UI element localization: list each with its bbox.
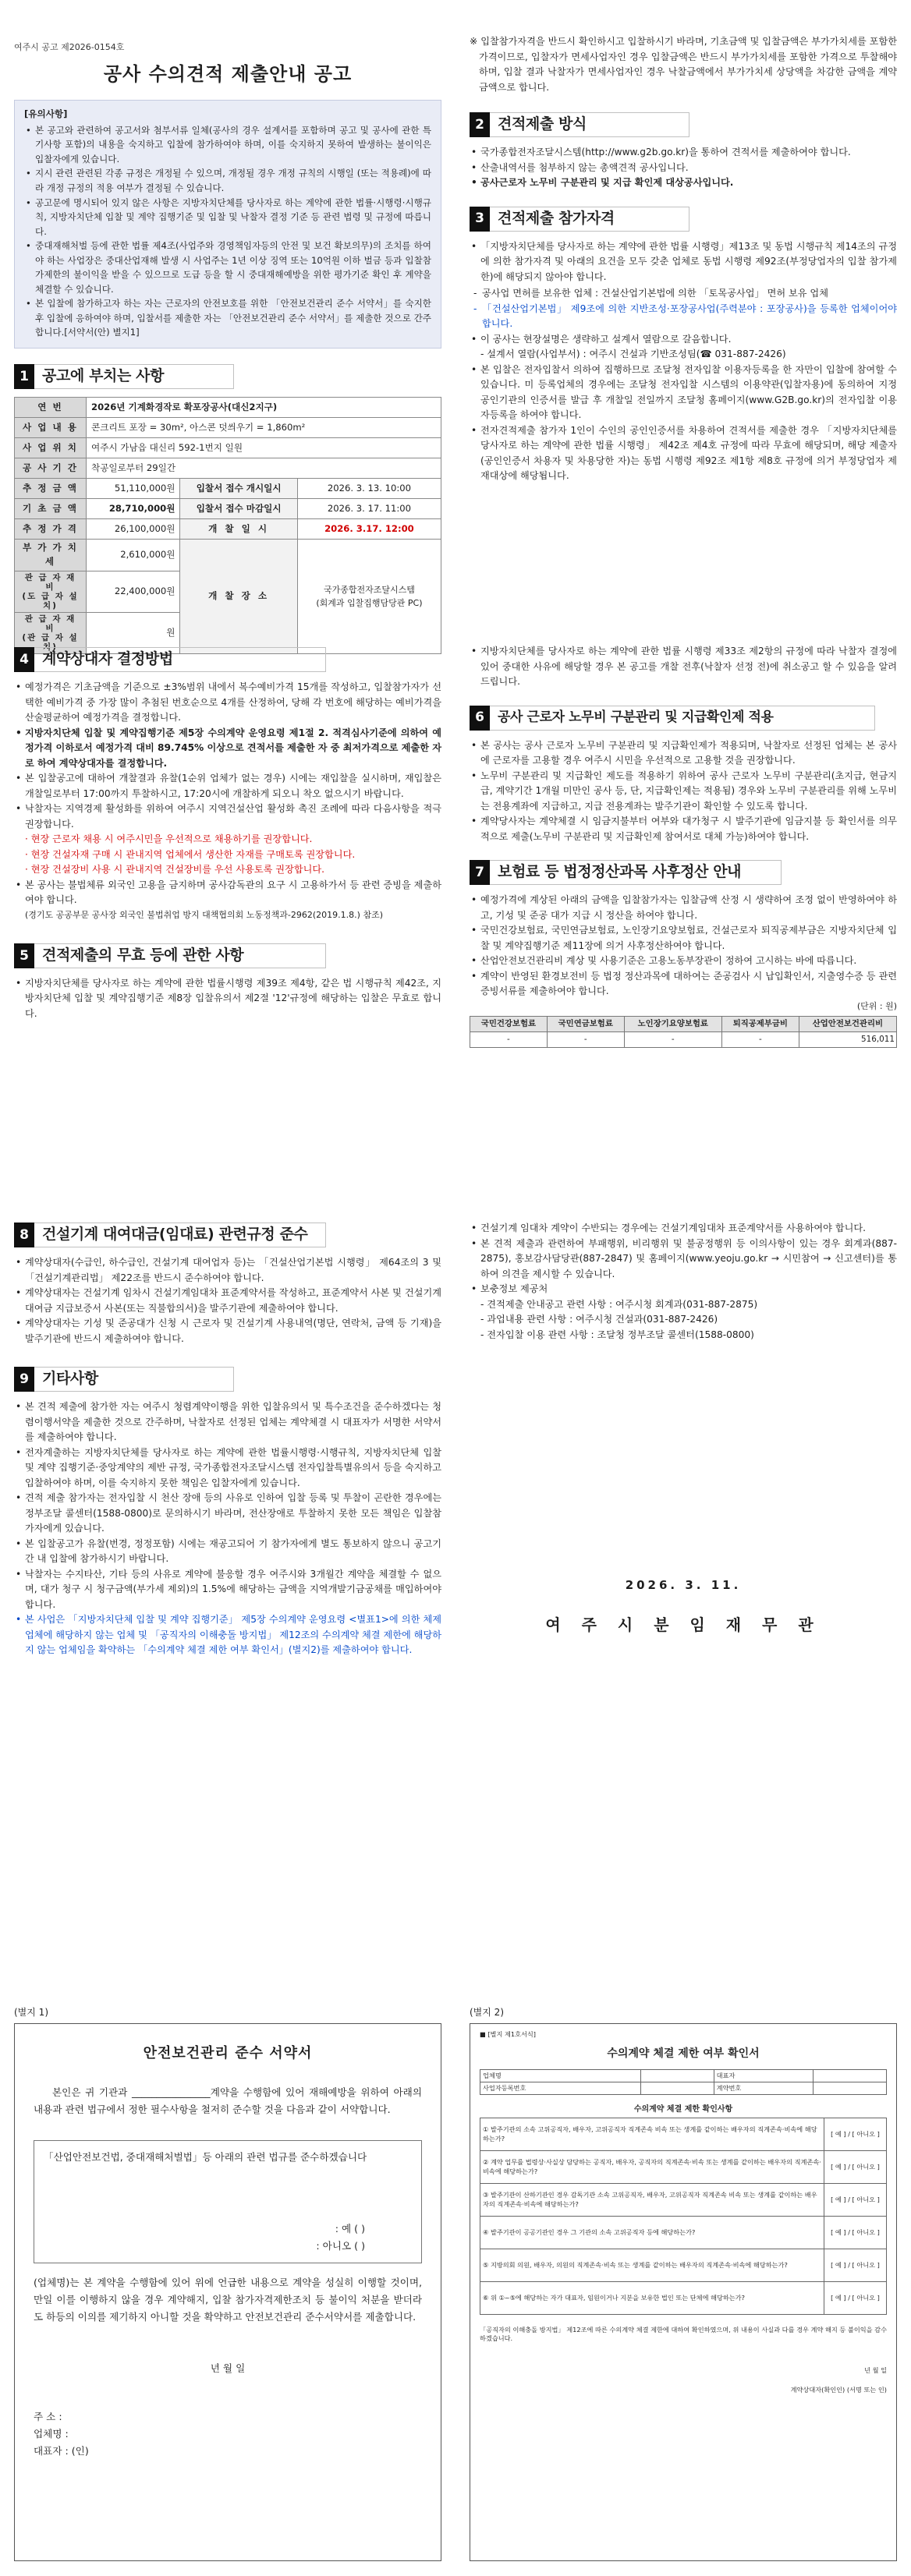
row-label: 추 정 금 액 (15, 478, 87, 498)
section-8-header (14, 1223, 326, 1247)
opening-time: 2026. 3.17. 12:00 (297, 518, 441, 539)
annex-2 (470, 2005, 897, 2561)
precaution-item: • 중대재해처벌 등에 관한 법률 제4조(사업주와 경영책임자등의 안전 및 보건 확보의무)의 조치를 하여야 하는 사업장은 중대산업재해 발생 시 사업주는 1년 이상 징역 또는 10억원 이하 벌금 등과 입찰참가제한의 불이익을 받을 수 있으므로 도급 등을 할 시 중대재해예방을 위한 평가기준 확인 후 계약을 체결할 수 있습니다. (24, 239, 431, 296)
project-location: 여주시 가남읍 대신리 592-1번지 일원 (87, 437, 441, 458)
design-contact: - 설계서 열람(사업부서) : 여주시 건설과 기반조성팀(☎ 031-887-2426) (480, 349, 786, 360)
annex-1-box (14, 2023, 441, 2561)
recommend-item: · 현장 건설자재 구매 시 관내지역 업체에서 생산한 자재를 구매토록 권장합니다. (25, 848, 356, 860)
answer-box[interactable]: [ 예 ] / [ 아니오 ] (824, 2217, 887, 2249)
sec6-item: • 계약당사자는 계약체결 시 임금지불부터 여부와 대가청구 시 발주기관에 임금지불 등 확인서를 의무적으로 제출(노무비 구분관리 및 지급확인제 참여서로 대체 가능)하여야 합니다. (470, 814, 897, 844)
page-title: 공사 수의견적 제출안내 공고 (103, 63, 353, 86)
sec4-item: • 본 공사는 불법체류 외국인 고용을 금지하며 공사감독관의 요구 시 고용하가서 등 관련 증빙을 제출하여야 합니다. (14, 878, 441, 908)
sec8-item: • 계약상대자는 기성 및 준공대가 신청 시 근로자 및 건설기계 사용내역(명단, 연락처, 금액 등 기재)을 발주기관에 반드시 제출하여야 합니다. (14, 1316, 441, 1346)
section-title: 계약상대자 결정방법 (42, 650, 173, 668)
sec2-item: • 국가종합전자조달시스템(http://www.g2b.go.kr)을 통하여 견적서를 제출하여야 합니다. (470, 145, 897, 161)
representative-line: 대표자 : (인) (34, 2445, 89, 2457)
gov-material-2: 원 (87, 613, 180, 654)
section-1-header (14, 364, 234, 389)
sec4-item: • 낙찰자는 지역경제 활성화를 위하여 여주시 지역건설산업 활성화 촉진 조례에 따라 다음사항을 적극 권장합니다. (14, 801, 441, 832)
annex-2-sign: 계약상대자(확인인) (서명 또는 인) (790, 2386, 887, 2394)
page-2-right (456, 644, 911, 1048)
fee-header: 국민건강보험료 (470, 1016, 548, 1031)
row-label: 공 사 기 간 (15, 458, 87, 478)
sec3-item: • 전자견적제출 참가자 1인이 수인의 공인인증서를 차용하여 견적서를 제출한 경우 「지방자치단체를 당사자로 하는 계약에 관한 법률 시행령」 제42조 제4호 규정에 따라 무효에 해당되며, 해당 제출자(공인인증서 차용자 및 차용당한 자)는 동법 시행령 제92조 제1항 제8호 규정에 의거 부정당업자 제재대상에 해당됩니다. (470, 423, 897, 484)
annex-2-footer: 「공직자의 이해충돌 방지법」 제12조에 따른 수의계약 체결 제한에 대하여 확인하였으며, 위 내용이 사실과 다를 경우 계약 해지 등 불이익을 감수하겠습니다. (480, 2326, 887, 2343)
answer-box[interactable]: [ 예 ] / [ 아니오 ] (824, 2151, 887, 2184)
low-item: • 보충정보 제공처 (470, 1282, 897, 1297)
info-value[interactable] (814, 2082, 887, 2094)
sec3-item: • 이 공사는 현장설명은 생략하고 설계서 열람으로 갈음합니다. (470, 332, 897, 348)
row-label: 사 업 내 용 (15, 417, 87, 437)
form-tag: ■ [별지 제1호서식] (480, 2029, 536, 2038)
project-period: 착공일로부터 29일간 (87, 458, 441, 478)
info-label: 사업자등록번호 (480, 2082, 641, 2094)
info-label: 업체명 (480, 2069, 641, 2082)
section-5-header (14, 943, 326, 968)
vat-note: ※ 입찰참가자격을 반드시 확인하시고 입찰하시기 바라며, 기초금액 및 입찰금액은 부가가치세를 포함한 가격이므로, 입찰자가 면세사업자인 경우 입찰금액은 반드시 부가가치세를 포함한 가격으로 투찰해야하며, 입찰 결과 낙찰자가 면세사업자인 경우 낙찰금액에서 부가가치세 상당액을 차감한 금액을 계약금액으로 합니다. (470, 36, 897, 93)
annex-1 (14, 2005, 441, 2561)
row-label: 기 초 금 액 (15, 498, 87, 518)
annex-paragraph: 본인은 귀 기관과 ________________계약을 수행함에 있어 재해예방을 위하여 아래의 내용과 관련 법규에서 정한 필수사항을 철저히 준수할 것을 다음과 같이 서약합니다. (34, 2086, 422, 2116)
row-label: 사 업 위 치 (15, 437, 87, 458)
annex-2-date: 년 월 일 (864, 2366, 887, 2375)
page-1-right (456, 34, 911, 484)
page-3-left (0, 1207, 456, 1658)
row-label: 추 정 가 격 (15, 518, 87, 539)
sec6-item: • 본 공사는 공사 근로자 노무비 구분관리 및 지급확인제가 적용되며, 낙찰자로 선정된 업체는 본 공사에 근로자를 고용할 경우 여주시 시민을 우선적으로 고용할 것을 권장합니다. (470, 738, 897, 769)
section-number: 8 (14, 1223, 34, 1247)
section-title: 견적제출 방식 (498, 115, 587, 133)
sec2-item: • 산출내역서를 첨부하지 않는 총액견적 공사입니다. (470, 161, 897, 176)
fee-value: - (470, 1031, 548, 1047)
section-number: 3 (470, 207, 490, 232)
section-number: 7 (470, 860, 490, 885)
section-title: 견적제출의 무효 등에 관한 사항 (42, 947, 244, 964)
sec7-item: • 국민건강보험료, 국민연금보험료, 노인장기요양보험료, 건설근로자 퇴직공제부금은 지방자치단체 입찰 및 계약집행기준 제11장에 의거 사후정산하여야 합니다. (470, 923, 897, 954)
no-option[interactable]: : 아니오 ( ) (316, 2240, 365, 2252)
sec2-item: • 공사근로자 노무비 구분관리 및 지급 확인제 대상공사입니다. (470, 175, 897, 191)
sec9-item: • 견적 제출 참가자는 전자입찰 시 천산 장애 등의 사유로 인하여 입찰 등록 및 투찰이 곤란한 경우에는 정부조달 콜센터(1588-0800)로 문의하시기 바라며, 전산장애로 투찰하지 못한 모든 책임은 입찰참가자에게 있습니다. (14, 1491, 441, 1537)
sec8-item: • 계약상대자는 건설기계 임차시 건설기계임대차 표준계약서를 작성하고, 표준계약서 사본 및 건설기계 대여금 지급보증서 사본(또는 직불합의서)을 발주기관에 제출하여야 합니다. (14, 1286, 441, 1316)
law-box (34, 2140, 422, 2263)
fee-header: 산업안전보건관리비 (799, 1016, 896, 1031)
section-number: 2 (470, 112, 490, 137)
row-label: 연 번 (15, 397, 87, 417)
law-heading: 「산업안전보건법, 중대재해처벌법」등 아래의 관련 법규를 준수하겠습니다 (44, 2151, 367, 2164)
recommend-list (14, 832, 441, 878)
section-title: 기타사항 (42, 1370, 98, 1388)
signer: 여 주 시 분 임 재 무 관 (545, 1615, 821, 1635)
contact-item: - 과업내용 관련 사항 : 여주시청 건설과(031-887-2426) (480, 1314, 718, 1325)
low-item: • 건설기계 임대차 계약이 수반되는 경우에는 건설기계임대차 표준계약서를 사용하여야 합니다. (470, 1221, 897, 1237)
page-2-left (0, 632, 456, 1021)
sec3-sub: - 「건설산업기본법」 제9조에 의한 지반조성·포장공사업(주력분야 : 포장공사)을 등록한 업체이어야 합니다. (470, 302, 897, 332)
sec9-item: • 본 사업은 「지방자치단체 입찰 및 계약 집행기준」 제5장 수의계약 운영요령 <별표1>에 의한 체제 업체에 해당하지 않는 업체 및 「공직자의 이해충돌 방지법」 제12조의 수의계약 체결 제한에 해당하지 않는 업체임을 확약하는 「수의계약 체결 제한 여부 확인서」(별지2)를 제출하여야 합니다. (14, 1612, 441, 1658)
sec4-item: • 본 입찰공고에 대하여 개찰결과 유찰(1순위 업체가 없는 경우) 시에는 재입찰을 실시하며, 재입찰은 개찰일로부터 17:00까지 투찰하시고, 17:20시에 개찰하게 되오니 착오 없으시기 바랍니다. (14, 771, 441, 801)
question-title: 수의계약 체결 제한 확인사항 (633, 2104, 733, 2114)
annex-title: 안전보건관리 준수 서약서 (143, 2044, 313, 2061)
row-label: 개 찰 일 시 (180, 518, 297, 539)
overview-table (14, 397, 441, 654)
fee-table (470, 1016, 897, 1048)
annex-tag: (별지 1) (14, 2007, 48, 2018)
question: ① 발주기관의 소속 고위공직자, 배우자, 고위공직자 직계존속 비속 또는 생계를 같이하는 배우자의 직계존속·비속에 해당하는가? (480, 2118, 824, 2151)
section-title: 공고에 부치는 사항 (42, 367, 165, 385)
bid-start: 2026. 3. 13. 10:00 (297, 478, 441, 498)
section-9-header (14, 1367, 234, 1392)
notice-date: 2026. 3. 11. (625, 1578, 742, 1593)
question-table (480, 2118, 887, 2315)
sec4-item: • 지방자치단체 입찰 및 계약집행기준 제5장 수의계약 운영요령 제1절 2. 적격심사기준에 의하여 예정가격 이하로서 예정가격 대비 89.745% 이상으로 견적서를 제출한 자 중 최저가격으로 제출한 자로 하여 계약상대자를 결정합니다. (14, 726, 441, 772)
answer-box[interactable]: [ 예 ] / [ 아니오 ] (824, 2249, 887, 2282)
estimated-price: 26,100,000원 (87, 518, 180, 539)
vat: 2,610,000원 (87, 539, 180, 571)
notice-number: 여주시 공고 제2026-0154호 (14, 42, 125, 52)
address-line: 주 소 : (34, 2411, 62, 2423)
section-7-header (470, 860, 782, 885)
precautions-box (14, 100, 441, 349)
sec5-item: • 지방자치단체를 당사자로 하는 계약에 관한 법률시행령 제39조 제4항, 같은 법 시행규칙 제42조, 지방자치단체 입찰 및 계약집행기준 제8장 입찰유의서 제2절 '12'규정에 해당하는 입찰은 무효로 합니다. (14, 976, 441, 1022)
question: ③ 발주기관이 산하기관인 경우 감독기관 소속 고위공직자, 배우자, 고위공직자 직계존속 비속 또는 생계를 같이하는 배우자의 직계존속·비속에 해당하는가? (480, 2184, 824, 2217)
precaution-item: • 본 입찰에 참가하고자 하는 자는 근로자의 안전보호를 위한 「안전보건관리 준수 서약서」를 숙지한 후 입찰에 응하여야 하며, 입찰서를 제출한 자는 「안전보건관리 준수 서약서」를 제출한 것으로 간주합니다.[서약서(안) 별지1] (24, 296, 431, 340)
section-title: 보험료 등 법정정산과목 사후정산 안내 (498, 863, 742, 881)
row-label: 입찰서 접수 개시일시 (180, 478, 297, 498)
precaution-item: • 지시 관련 관련된 각종 규정은 개정될 수 있으며, 개정될 경우 개정 규칙의 시행일 (또는 적용례)에 따라 개정 규정의 적용 여부가 결정될 수 있습니다. (24, 166, 431, 195)
project-name: 2026년 기계화경작로 확포장공사(대신2지구) (87, 397, 441, 417)
fee-value: 516,011 (799, 1031, 896, 1047)
annex-title: 수의계약 체결 제한 여부 확인서 (607, 2047, 760, 2060)
sec6-item: • 노무비 구분관리 및 지급확인 제도를 적용하기 위하여 공사 근로자 노무비 구분관리(초지급, 현금지급, 계약기간 1개월 미만인 공사 등, 단, 지급확인제는 적용됨) 경우와 노무비 구분관리를 위해 노무비는 전용계좌에 지급하고, 지급 전용계좌는 발주기관이 확인할 수 있도록 합니다. (470, 769, 897, 815)
contact-item: - 전자입찰 이용 관련 사항 : 조달청 정부조달 콜센터(1588-0800) (480, 1329, 754, 1340)
section-2-header (470, 112, 689, 137)
recommend-item: · 현장 건설장비 사용 시 관내지역 건설장비를 우선 사용토록 권장합니다. (25, 864, 325, 876)
question: ⑤ 지방의회 의원, 배우자, 의원의 직계존속·비속 또는 생계를 같이하는 배우자의 직계존속·비속에 해당하는가? (480, 2249, 824, 2282)
section-4-header (14, 647, 326, 672)
annex-tag: (별지 2) (470, 2007, 504, 2018)
sec9-item: • 본 견적 제출에 참가한 자는 여주시 청렴계약이행을 위한 입찰유의서 및 특수조건을 준수하겠다는 청렴이행서약을 제출한 것으로 간주하며, 낙찰자로 선정된 업체는 계약체결 시 대표자가 서명한 서약서를 제출하여야 합니다. (14, 1399, 441, 1445)
answer-box[interactable]: [ 예 ] / [ 아니오 ] (824, 2282, 887, 2315)
answer-box[interactable]: [ 예 ] / [ 아니오 ] (824, 2118, 887, 2151)
company-line: 업체명 : (34, 2428, 69, 2440)
fee-value: - (721, 1031, 799, 1047)
question: ② 계약 업무를 법령상·사실상 담당하는 공직자, 배우자, 공직자의 직계존속·비속 또는 생계를 같이하는 배우자의 직계존속·비속에 해당하는가? (480, 2151, 824, 2184)
fee-value: - (624, 1031, 721, 1047)
page-3-right (456, 1221, 911, 1637)
base-amount: 28,710,000원 (87, 498, 180, 518)
answer-box[interactable]: [ 예 ] / [ 아니오 ] (824, 2184, 887, 2217)
section-title: 견적제출 참가자격 (498, 209, 615, 227)
sec3-item: • 「지방자치단체를 당사자로 하는 계약에 관한 법률 시행령」제13조 및 동법 시행규칙 제14조의 규정에 의한 참가자격 및 아래의 요건을 모두 갖춘 업체로 동법 시행령 제92조(부정당업자의 입찰 참가제한)에 해당되지 않아야 합니다. (470, 239, 897, 285)
section-number: 4 (14, 647, 34, 672)
recommend-item: · 현장 근로자 채용 시 여주시민을 우선적으로 채용하기를 권장합니다. (25, 833, 313, 845)
info-value[interactable] (640, 2069, 714, 2082)
sec4-item: • 예정가격은 기초금액을 기준으로 ±3%범위 내에서 복수예비가격 15개를 작성하고, 입찰참가자가 선택한 예비가격 중 가장 많이 추첨된 번호순으로 4개를 산정하여, 당해 각 번호에 해당하는 예비가격을 산술평균하여 예정가격을 결정합니다. (14, 680, 441, 726)
fee-header: 퇴직공제부금비 (721, 1016, 799, 1031)
fee-header: 국민연금보험료 (547, 1016, 624, 1031)
sec7-item: • 예정가격에 계상된 아래의 금액을 입찰참가자는 입찰금액 산정 시 생략하여 조정 없이 반영하여야 하고, 기성 및 준공 대가 지급 시 정산을 하여야 합니다. (470, 893, 897, 923)
sec7-item: • 계약이 반영된 환경보전비 등 법정 정산과목에 대하여는 준공검사 시 납입확인서, 지출영수증 등 관련 증빙서류를 제출하여야 합니다. (470, 969, 897, 1000)
info-value[interactable] (814, 2069, 887, 2082)
section-title: 공사 근로자 노무비 구분관리 및 지급확인제 적용 (498, 709, 774, 726)
section-title: 건설기계 대여대금(임대료) 관련규정 준수 (42, 1226, 308, 1244)
fee-header: 노인장기요양보험료 (624, 1016, 721, 1031)
row-label: 관 급 자 재 비 (관 급 자 설 치) (15, 613, 87, 654)
precaution-item: • 공고문에 명시되어 있지 않은 사항은 지방자치단체를 당사자로 하는 계약에 관한 법률·시행령·시행규칙, 지방자치단체 입찰 및 계약 집행기준 및 입찰 및 낙찰자 결정 기준 등 관련 법령 및 규정에 따릅니다. (24, 196, 431, 239)
bid-end: 2026. 3. 17. 11:00 (297, 498, 441, 518)
sec3-sub: - 공사업 면허를 보유한 업체 : 건설산업기본법에 의한 「토목공사업」 면허 보유 업체 (470, 286, 897, 302)
fee-value: - (547, 1031, 624, 1047)
yes-option[interactable]: : 예 ( ) (335, 2223, 365, 2235)
annex-pledge: (업체명)는 본 계약을 수행함에 있어 위에 언급한 내용으로 계약을 성실히 이행할 것이며, 만일 이를 이행하지 않을 경우 계약해지, 입찰 참가자격제한조치 등 불이익 처분을 받더라도 하등의 이의를 제기하지 아니할 것을 확약하고 안전보건관리 준수서약서를 제출합니다. (34, 2277, 422, 2323)
precaution-item: • 본 공고와 관련하여 공고서와 첨부서류 일체(공사의 경우 설계서를 포함하며 공고 및 공사에 관한 특기사항 포함)의 내용을 숙지하고 입찰에 참가하여야 하며, 이를 숙지하지 못하여 발생하는 불이익은 입찰자에게 있습니다. (24, 123, 431, 167)
info-label: 대표자 (714, 2069, 814, 2082)
company-info-table (480, 2069, 887, 2095)
sec9-item: • 본 입찰공고가 유찰(번경, 정정포함) 시에는 재공고되어 기 참가자에게 별도 통보하지 않으니 공고기간 내 입찰에 참가하시기 바랍니다. (14, 1537, 441, 1567)
precautions-heading: [유의사항] (24, 108, 68, 120)
low-item: • 본 견적 제출과 관련하여 부패행위, 비리행위 및 불공정행위 등 이의사항이 있는 경우 회계과(887-2875), 홍보감사담당관(887-2847) 및 홈페이지(www.yeoju.go.kr → 시민참여 → 신고센터)를 통하여 의견을 제시할 수 있습니다. (470, 1237, 897, 1283)
gov-material-1: 22,400,000원 (87, 571, 180, 612)
question: ④ 발주기관이 공공기관인 경우 그 기관의 소속 고위공직자 등에 해당하는가? (480, 2217, 824, 2249)
section-number: 1 (14, 364, 34, 389)
info-label: 계약번호 (714, 2082, 814, 2094)
section-number: 5 (14, 943, 34, 968)
row-label: 개 찰 장 소 (180, 539, 297, 653)
page-1-left (0, 34, 456, 654)
opening-place: 국가종합전자조달시스템 (회계과 입찰집행담당관 PC) (297, 539, 441, 653)
sec7-item: • 산업안전보건관리비 계상 및 사용기준은 고용노동부장관이 정하여 고시하는 바에 따릅니다. (470, 954, 897, 969)
annex-date: 년 월 일 (210, 2362, 246, 2375)
section-number: 9 (14, 1367, 34, 1392)
citation: (경기도 공공부문 공사장 외국인 불법취업 방지 대책협의회 노동정책과-2962(2019.1.8.) 참조) (25, 909, 383, 920)
cancel-notice: • 지방자치단체를 당사자로 하는 계약에 관한 법률 시행령 제33조 제2항의 규정에 따라 낙찰자 결정에 있어 중대한 사유에 해당할 경우 본 공고를 개찰 전후(낙찰자 선정 전)에 취소공고 할 수 있음을 알려드립니다. (470, 644, 897, 690)
question: ⑥ 위 ①~⑤에 해당하는 자가 대표자, 임원이거나 지분을 보유한 법인 또는 단체에 해당하는가? (480, 2282, 824, 2315)
unit-label: (단위 : 원) (856, 1000, 897, 1011)
row-label: 관 급 자 재 비 (도 급 자 설 치) (15, 571, 87, 612)
info-value[interactable] (640, 2082, 714, 2094)
sec9-item: • 낙찰자는 수지타산, 기타 등의 사유로 계약에 불응할 경우 여주시와 3개월간 계약을 체결할 수 없으며, 대가 청구 시 청구금액(부가세 제외)의 1.5%에 해당하는 금액을 지역개발기금공채를 매입하여야 합니다. (14, 1567, 441, 1613)
annex-2-box (470, 2023, 897, 2561)
project-content: 콘크리트 포장 = 30m², 아스콘 덧씌우기 = 1,860m² (87, 417, 441, 437)
section-3-header (470, 207, 689, 232)
sec8-item: • 계약상대자(수급인, 하수급인, 건설기계 대여업자 등)는 「건설산업기본법 시행령」 제64조의 3 및 「건설기계관리법」 제22조를 반드시 준수하여야 합니다. (14, 1255, 441, 1286)
row-label: 입찰서 접수 마감일시 (180, 498, 297, 518)
section-6-header (470, 706, 875, 731)
estimated-amount: 51,110,000원 (87, 478, 180, 498)
row-label: 부 가 가 치 세 (15, 539, 87, 571)
sec9-item: • 전자계출하는 지방자치단체를 당사자로 하는 계약에 관한 법률시행령·시행규칙, 지방자치단체 입찰 및 계약 집행기준·중앙계약의 제반 규정, 국가종합전자조달시스템 전자입찰특별유의서 등을 숙지하고 입찰하여야 하며, 이를 숙지하지 못한 책임은 입찰자에게 있습니다. (14, 1445, 441, 1491)
contact-list (470, 1297, 897, 1343)
section-number: 6 (470, 706, 490, 731)
contact-item: - 견적제출 안내공고 관련 사항 : 여주시청 회계과(031-887-2875) (480, 1298, 758, 1310)
sec3-item: • 본 입찰은 전자입찰서 의하여 집행하므로 조달청 전자입찰 이용자등록을 한 자만이 입찰에 참여할 수 있습니다. 미 등록업체의 경우에는 조달청 전자입찰 시스템의 이용약관(입찰자용)에 동의하여 지정 공인기관의 인증서를 발급 후 개찰일 전일까지 조달청 홈페이지(www.G2B.go.kr)의 전자입찰 이용자등록을 하여야 합니다. (470, 363, 897, 423)
